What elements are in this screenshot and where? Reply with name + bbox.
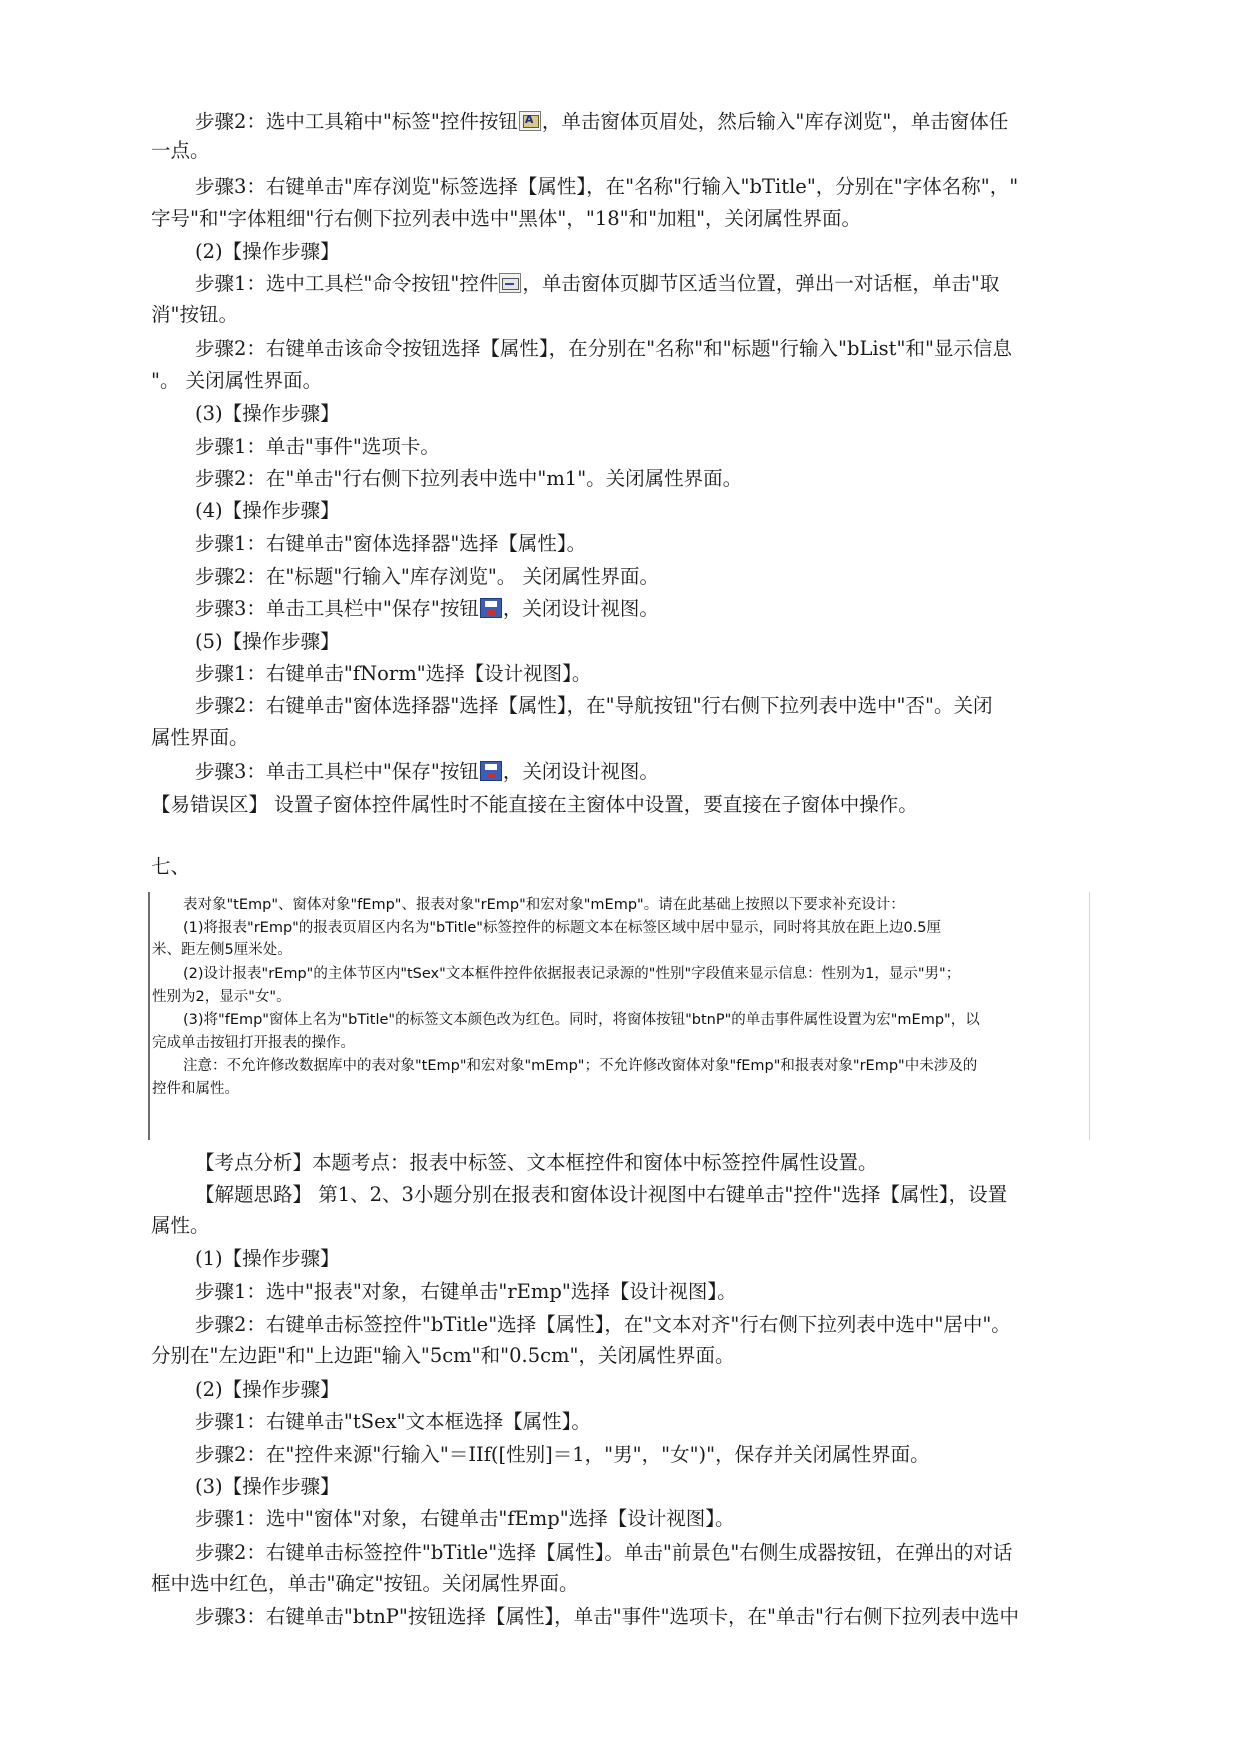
question-line: (3)将"fEmp"窗体上名为"bTitle"的标签文本颜色改为红色。同时，将窗体按钮"btnP"的单击事件属性设置为宏"mEmp"，以 [183,1012,980,1028]
text-line: 消"按钮。 [151,303,238,326]
text-line: 步骤2：选中工具箱中"标签"控件按钮A ，单击窗体页眉处，然后输入"库存浏览"，单击窗体任 [195,106,1091,138]
question-number: 七、 [151,855,191,878]
question-line: 完成单击按钮打开报表的操作。 [152,1035,355,1051]
analysis-line: 【考点分析】本题考点：报表中标签、文本框控件和窗体中标签控件属性设置。 [195,1151,878,1174]
text-line: 步骤1：右键单击"tSex"文本框选择【属性】。 [195,1410,591,1433]
text-line: 步骤2：右键单击标签控件"bTitle"选择【属性】。单击"前景色"右侧生成器按钮，在弹出的对话 [195,1541,1013,1564]
text-line: 步骤3：右键单击"btnP"按钮选择【属性】，单击"事件"选项卡，在"单击"行右侧下拉列表中选中 [195,1605,1019,1628]
text-line: 步骤3：右键单击"库存浏览"标签选择【属性】，在"名称"行输入"bTitle"，分别在"字体名称"，" [195,175,1019,198]
text-line: 步骤2：右键单击标签控件"bTitle"选择【属性】，在"文本对齐"行右侧下拉列表中选中"居中"。 [195,1313,1011,1336]
save-icon [480,761,502,781]
text-line: 【易错误区】 设置子窗体控件属性时不能直接在主窗体中设置，要直接在子窗体中操作。 [151,793,918,816]
text-line: 一点。 [151,139,210,162]
text-line: 步骤2：右键单击该命令按钮选择【属性】，在分别在"名称"和"标题"行输入"bList"和"显示信息 [195,337,1012,360]
question-line: 表对象"tEmp"、窗体对象"fEmp"、报表对象"rEmp"和宏对象"mEmp"。请在此基础上按照以下要求补充设计： [183,897,905,913]
text-line: 框中选中红色，单击"确定"按钮。关闭属性界面。 [151,1572,579,1595]
text-line: 步骤3：单击工具栏中"保存"按钮 ，关闭设计视图。 [195,597,659,620]
text-line: 步骤2：右键单击"窗体选择器"选择【属性】，在"导航按钮"行右侧下拉列表中选中"否"。关闭 [195,694,993,717]
text-line: 【解题思路】 第1、2、3小题分别在报表和窗体设计视图中右键单击"控件"选择【属性】，设置 [195,1183,1008,1206]
text-line: 步骤2：在"控件来源"行输入"＝IIf([性别]＝1，"男"，"女")"，保存并关闭属性界面。 [195,1443,930,1466]
question-line: 性别为2，显示"女"。 [152,989,291,1005]
text-line: 步骤1：右键单击"窗体选择器"选择【属性】。 [195,532,587,555]
text-line: 步骤1：选中"窗体"对象，右键单击"fEmp"选择【设计视图】。 [195,1507,735,1530]
text-line: 步骤1：单击"事件"选项卡。 [195,435,440,458]
label-tool-icon [519,111,541,131]
section-heading: (3)【操作步骤】 [195,1475,340,1498]
text-line: 分别在"左边距"和"上边距"输入"5cm"和"0.5cm"，关闭属性界面。 [151,1344,735,1367]
save-icon [480,598,502,618]
text-line: 属性界面。 [151,726,249,749]
question-line: 注意：不允许修改数据库中的表对象"tEmp"和宏对象"mEmp"；不允许修改窗体对象"fEmp"和报表对象"rEmp"中未涉及的 [183,1058,978,1074]
text-line: 步骤3：单击工具栏中"保存"按钮 ，关闭设计视图。 [195,760,659,783]
question-line: 米、距左侧5厘米处。 [152,942,292,958]
text-line: 步骤1：选中工具栏"命令按钮"控件 ，单击窗体页脚节区适当位置，弹出一对话框，单击"取 [195,272,1000,295]
section-heading: (2)【操作步骤】 [195,1378,340,1401]
text-line: "。 关闭属性界面。 [151,369,323,392]
text-line: 步骤2：在"单击"行右侧下拉列表中选中"m1"。关闭属性界面。 [195,467,743,490]
question-line: (2)设计报表"rEmp"的主体节区内"tSex"文本框件控件依据报表记录源的"性别"字段值来显示信息：性别为1，显示"男"； [183,966,961,982]
text-line: 字号"和"字体粗细"行右侧下拉列表中选中"黑体"，"18"和"加粗"，关闭属性界面。 [151,207,862,230]
section-heading: (3)【操作步骤】 [195,402,340,425]
section-heading: (1)【操作步骤】 [195,1247,340,1270]
section-heading: (4)【操作步骤】 [195,499,340,522]
text-line: 属性。 [151,1214,210,1237]
question-line: (1)将报表"rEmp"的报表页眉区内名为"bTitle"标签控件的标题文本在标签区域中居中显示，同时将其放在距上边0.5厘 [183,920,942,936]
text-line: 步骤1：选中"报表"对象，右键单击"rEmp"选择【设计视图】。 [195,1280,737,1303]
command-button-tool-icon [499,273,521,293]
question-line: 控件和属性。 [152,1081,239,1097]
section-heading: (2)【操作步骤】 [195,240,340,263]
text-line: 步骤1：右键单击"fNorm"选择【设计视图】。 [195,662,592,685]
question-screenshot [148,892,1090,1140]
section-heading: (5)【操作步骤】 [195,630,340,653]
text-line: 步骤2：在"标题"行输入"库存浏览"。 关闭属性界面。 [195,565,659,588]
